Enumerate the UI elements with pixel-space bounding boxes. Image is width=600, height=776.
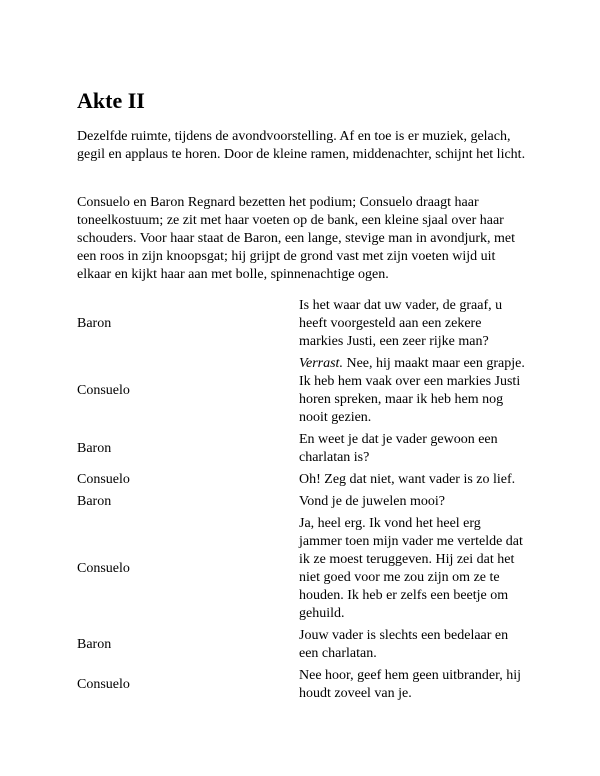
dialogue-row: [77, 471, 537, 489]
dialogue-row: [77, 297, 537, 351]
speaker-name: Consuelo: [77, 383, 130, 398]
stage-direction: Verrast.: [299, 356, 343, 371]
dialogue-text: Is het waar dat uw vader, de graaf, u heeft voorgesteld aan een zekere markies Justi, een zeer rijke man?: [299, 298, 503, 349]
dialogue-line: [299, 515, 527, 623]
dialogue-table: [77, 297, 537, 707]
stage-description-1: Dezelfde ruimte, tijdens de avondvoorstelling. Af en toe is er muziek, gelach, gegil en applaus te horen. Door de kleine ramen, middenachter, schijnt het licht.: [77, 129, 526, 162]
speaker-name: Baron: [77, 637, 112, 652]
dialogue-line: [299, 471, 527, 489]
dialogue-row: [77, 515, 537, 623]
speaker-name: Consuelo: [77, 677, 130, 692]
dialogue-text: Nee, hij maakt maar een grapje. Ik heb hem vaak over een markies Justi horen spreken, maar ik heb hem nog nooit gezien.: [299, 356, 525, 425]
speaker-name: Consuelo: [77, 472, 130, 487]
speaker-name: Baron: [77, 316, 112, 331]
dialogue-row: [77, 355, 537, 427]
dialogue-row: [77, 493, 537, 511]
stage-description-2: Consuelo en Baron Regnard bezetten het podium; Consuelo draagt haar toneelkostuum; ze zit met haar voeten op de bank, een kleine sjaal over haar schouders. Voor haar staat de Baron, een lange, stevige man in avondjurk, met een roos in zijn knoopsgat; hij grijpt de grond vast met zijn voeten wijd uit elkaar en kijkt haar aan met bolle, spinnenachtige ogen.: [77, 195, 516, 282]
act-heading: Akte II: [77, 88, 145, 113]
dialogue-text: Jouw vader is slechts een bedelaar en een charlatan.: [299, 628, 509, 661]
dialogue-row: [77, 627, 537, 663]
dialogue-line: [299, 431, 527, 467]
dialogue-row: [77, 667, 537, 703]
speaker-name: Baron: [77, 494, 112, 509]
dialogue-line: [299, 297, 527, 351]
dialogue-line: [299, 355, 527, 427]
dialogue-line: [299, 627, 527, 663]
dialogue-text: Ja, heel erg. Ik vond het heel erg jammer toen mijn vader me vertelde dat ik ze moest teruggeven. Hij zei dat het niet goed voor me zou zijn om ze te houden. Ik heb er zelfs een beetje om gehuild.: [299, 516, 523, 621]
dialogue-text: En weet je dat je vader gewoon een charlatan is?: [299, 432, 498, 465]
dialogue-text: Oh! Zeg dat niet, want vader is zo lief.: [299, 472, 516, 487]
dialogue-text: Nee hoor, geef hem geen uitbrander, hij houdt zoveel van je.: [299, 668, 522, 701]
dialogue-row: [77, 431, 537, 467]
speaker-name: Baron: [77, 441, 112, 456]
dialogue-line: [299, 493, 527, 511]
dialogue-line: [299, 667, 527, 703]
speaker-name: Consuelo: [77, 561, 130, 576]
dialogue-text: Vond je de juwelen mooi?: [299, 494, 445, 509]
